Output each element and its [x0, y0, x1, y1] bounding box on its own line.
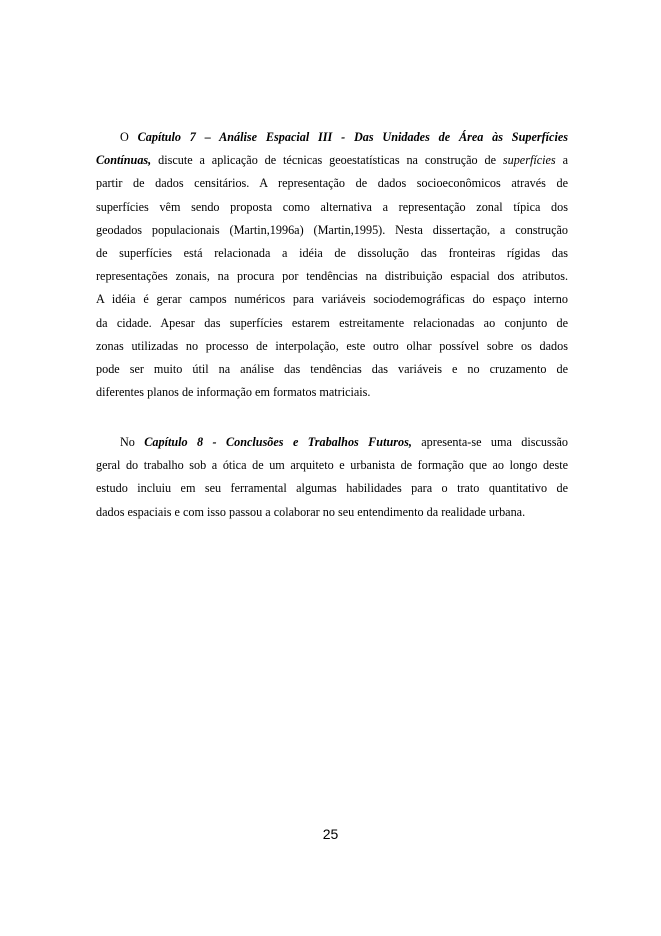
paragraph-chapter-8: [96, 431, 568, 524]
page-number: 25: [322, 826, 339, 842]
text-line: da cidade. Apesar das superfícies estarem estreitamente relacionadas ao conjunto de: [96, 315, 568, 330]
text-line: superfícies vêm sendo proposta como alternativa a representação zonal típica dos: [96, 199, 568, 214]
text-line: diferentes planos de informação em formatos matriciais.: [96, 385, 371, 400]
paragraph-chapter-7: [96, 126, 568, 404]
text-line: geral do trabalho sob a ótica de um arquiteto e urbanista de formação que ao longo deste: [96, 458, 568, 473]
text-line: geodados populacionais (Martin,1996a) (Martin,1995). Nesta dissertação, a construção: [96, 222, 568, 237]
text-line: partir de dados censitários. A representação de dados socioeconômicos através de: [96, 176, 568, 191]
text-line: pode ser muito útil na análise das tendências das variáveis e no cruzamento de: [96, 362, 568, 377]
text-line: A idéia é gerar campos numéricos para variáveis sociodemográficas do espaço interno: [96, 292, 568, 307]
text-line: dados espaciais e com isso passou a colaborar no seu entendimento da realidade urbana.: [96, 504, 526, 519]
text-line: No Capítulo 8 - Conclusões e Trabalhos Futuros, apresenta-se uma discussão: [120, 435, 568, 449]
text-line: representações zonais, na procura por tendências na distribuição espacial dos atributos.: [96, 269, 568, 284]
text-line: estudo incluiu em seu ferramental algumas habilidades para o trato quantitativo de: [96, 481, 568, 496]
text-line: O Capítulo 7 – Análise Espacial III - Das Unidades de Área às Superfícies: [120, 130, 568, 144]
text-line: zonas utilizadas no processo de interpolação, este outro olhar possível sobre os dados: [96, 338, 568, 353]
text-line: de superfícies está relacionada a idéia de dissolução das fronteiras rígidas das: [96, 246, 568, 261]
text-line: Contínuas, discute a aplicação de técnicas geoestatísticas na construção de superfícies a: [96, 153, 568, 168]
